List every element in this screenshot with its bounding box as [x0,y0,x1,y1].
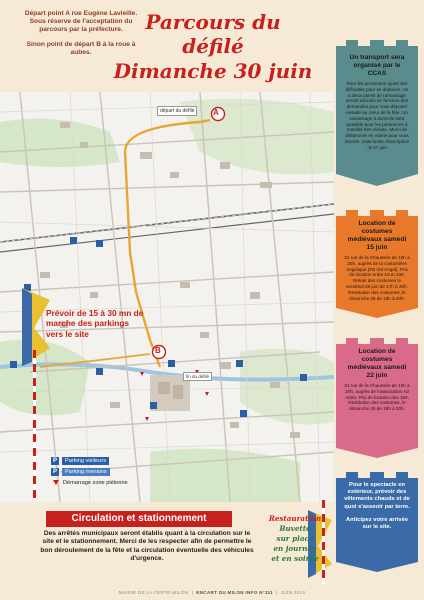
point-a-label: A [213,108,219,117]
resto-line2: Buvette [279,524,311,533]
banner-spectacle [336,472,418,572]
page-title [113,10,313,84]
banner-content [344,220,410,301]
banner-text: 31 rue de la Chaussée de 15h à 20h, auprès de l'association Ad Astra. Prix de location des 15€. Restitution des costumes, le dimanche 30 de 18h à 20h. [344,383,410,412]
map-label-fin: fin du défilé [183,372,212,381]
banner-content [344,54,410,151]
banner-text: 31 rue de la Chaussée de 15h à 20h, auprès de la costumière Angélique (FB red Angel). Prix de location entre 10 et 20€. Retrait des costumes le vendredi 28 juin de 17h à 20h. Restitution des costumes, le dimanche 30 de 18h à 20h. [344,255,410,301]
banner-content [344,348,410,412]
footer-center: ENCART DU MILON INFO N°111 [196,590,273,595]
banner-text: Pour les personnes ayant des difficultés pour se déplacer. Un à deux points de ramassage seront décidés en fonction des demandes pour vous déposer ensuite au cœur de la fête. Un ramassage à domicile sera possible pour les personnes à mobilité très réduite. Merci de téléphoner en mairie pour vous inscrire. Date limite d'inscription : le 27 juin. [344,81,410,150]
legend-pedestrian-zone [51,477,128,488]
legend-parking-visiteurs [51,455,128,466]
circulation-title: Circulation et stationnement [46,511,232,527]
banner-text-1: Pour le spectacle en extérieur, prévoir des vêtements chauds et de quoi s'asseoir par terre. [344,482,410,510]
banner-location-22 [336,338,418,458]
legend-label: Parking riverains [62,468,110,476]
map-label-depart: départ du défilé [157,106,197,116]
parking-icon: P [52,468,57,475]
parking-icon: P [52,457,57,464]
start-note-p2: Sinon point de départ B à la roue à aubes. [26,40,136,56]
footer-left: MAIRIE DE LA FERTÉ-MILON [118,590,189,595]
map-legend [51,455,128,488]
prevoir-note: Prévoir de 15 à 30 mn de marche des parkings vers le site [46,308,144,339]
banner-heading: Location de costumes médiévaux samedi 22 juin [347,348,407,379]
legend-parking-riverains [51,466,128,477]
banner-heading: Un transport sera organisé par le CCAS [349,54,405,77]
resto-line4: en journée [273,544,317,553]
point-b-label: B [155,346,161,355]
title-line1: Parcours du défilé [145,10,281,58]
restauration-note [262,514,328,564]
banner-content [344,482,410,531]
legend-label: Démarrage zone piétonne [63,479,128,486]
resto-line5: et en soirée [271,554,319,563]
start-note-p1: Départ point A rue Eugène Lavieille. Sous réserve de l'acceptation du parcours par la préfecture. [24,10,138,34]
footer-right: JUIN 2019 [280,590,306,595]
legend-label: Parking visiteurs [62,457,109,465]
triangle-icon [53,480,59,485]
circulation-text: Des arrêtés municipaux seront établis quant à la circulation sur le site et le stationnement. Merci de les respecter afin de permettre le bon déroulement de la fête et la circulation éventuelle des véhicules d'urgence. [40,530,254,562]
banner-transport [336,40,418,186]
banner-text-2: Anticipez votre arrivée sur le site. [345,516,409,531]
footer: MAIRIE DE LA FERTÉ-MILON | ENCART DU MILON INFO N°111 | JUIN 2019 [118,590,306,595]
resto-line1: Restauration [268,514,322,523]
banner-heading: Location de costumes médiévaux samedi 15 juin [347,220,407,251]
banner-location-15 [336,210,418,318]
pole-left [33,350,36,500]
title-line2: Dimanche 30 juin [113,59,313,83]
resto-line3: sur place [276,534,314,543]
